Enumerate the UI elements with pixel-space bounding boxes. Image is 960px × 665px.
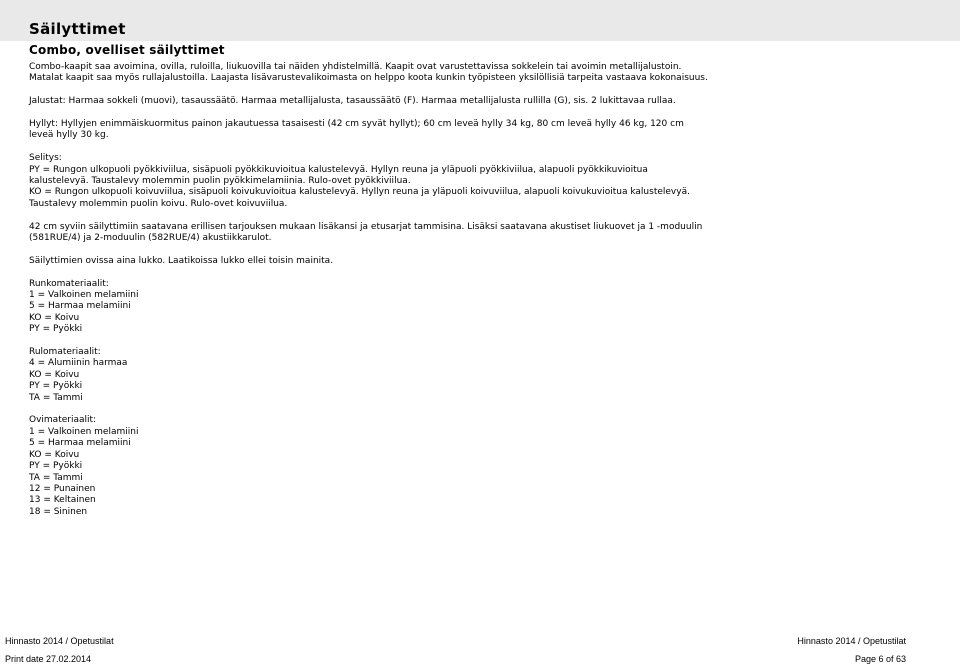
rulo-list <box>29 358 709 404</box>
selitys-py: PY = Rungon ulkopuoli pyökkiviilua, sisäpuoli pyökkikuvioitua kalustelevyä. Hyllyn reuna ja yläpuoli pyökkiviilua, alapuoli pyökkikuvioitua kalustelevyä. Taustalevy molemmin puolin pyökkimelamiinia. Rulo-ovet pyökkiviilua. <box>29 164 651 187</box>
intro-paragraph: Combo-kaapit saa avoimina, ovilla, ruloilla, liukuovilla tai näiden yhdistelmillä. Kaapit ovat varustettavissa sokkelein tai avoimin metallijalustoin. Matalat kaapit saa myös rullajalustoilla. Laajasta lisävarustevalikoimasta on helppo koota kunkin työpisteen yksilöllisiä tarpeita vastaava kokonaisuus. <box>29 62 708 84</box>
lukko-paragraph: Säilyttimien ovissa aina lukko. Laatikoissa lukko ellei toisin mainita. <box>29 255 334 266</box>
list-item: PY = Pyökki <box>29 324 83 335</box>
ovi-list <box>29 427 709 518</box>
list-item: 5 = Harmaa melamiini <box>29 301 131 312</box>
liukuovet-paragraph: 42 cm syviin säilyttimiin saatavana erillisen tarjouksen mukaan lisäkansi ja etusarjat tammisina. Lisäksi saatavana akustiset liukuovet ja 1 -moduulin (581RUE/4) ja 2-moduulin (582RUE/4) akustiikkarulot. <box>29 221 706 244</box>
list-item: 18 = Sininen <box>29 506 88 517</box>
list-item: 4 = Alumiinin harmaa <box>29 358 128 369</box>
list-item: 12 = Punainen <box>29 483 96 494</box>
list-item: KO = Koivu <box>29 369 80 380</box>
hyllyt-paragraph: Hyllyt: Hyllyjen enimmäiskuormitus painon jakautuessa tasaisesti (42 cm syvät hyllyt); 60 cm leveä hylly 34 kg, 80 cm leveä hylly 46 kg, 120 cm leveä hylly 30 kg. <box>29 119 687 141</box>
jalustat-paragraph: Jalustat: Harmaa sokkeli (muovi), tasaussäätö. Harmaa metallijalusta, tasaussäätö (F). Harmaa metallijalusta rullilla (G), sis. 2 lukittavaa rullaa. <box>29 96 676 107</box>
runko-heading: Runkomateriaalit: <box>29 278 109 289</box>
list-item: 13 = Keltainen <box>29 495 96 506</box>
section-title: Combo, ovelliset säilyttimet <box>29 43 225 57</box>
footer-print-date: Print date 27.02.2014 <box>5 654 92 664</box>
document-body <box>29 42 709 518</box>
header-bar <box>0 0 960 41</box>
footer-title-left: Hinnasto 2014 / Opetustilat <box>5 636 114 646</box>
list-item: 5 = Harmaa melamiini <box>29 438 131 449</box>
rulo-heading: Rulomateriaalit: <box>29 347 101 358</box>
runko-list <box>29 290 709 336</box>
ovi-heading: Ovimateriaalit: <box>29 415 97 426</box>
footer-title-right: Hinnasto 2014 / Opetustilat <box>797 636 906 646</box>
list-item: TA = Tammi <box>29 472 83 483</box>
list-item: 1 = Valkoinen melamiini <box>29 426 139 437</box>
selitys-ko: KO = Rungon ulkopuoli koivuviilua, sisäpuoli koivukuvioitua kalustelevyä. Hyllyn reuna ja yläpuoli koivuviilua, alapuoli koivukuvioitua kalustelevyä. Taustalevy molemmin puolin koivu. Rulo-ovet koivuviilua. <box>29 187 693 209</box>
list-item: PY = Pyökki <box>29 461 83 472</box>
list-item: 1 = Valkoinen melamiini <box>29 290 139 301</box>
selitys-heading: Selitys: <box>29 153 62 164</box>
list-item: KO = Koivu <box>29 312 80 323</box>
list-item: PY = Pyökki <box>29 381 83 392</box>
page-title: Säilyttimet <box>29 20 126 38</box>
footer-page-number: Page 6 of 63 <box>854 654 906 664</box>
list-item: KO = Koivu <box>29 449 80 460</box>
list-item: TA = Tammi <box>29 392 83 403</box>
